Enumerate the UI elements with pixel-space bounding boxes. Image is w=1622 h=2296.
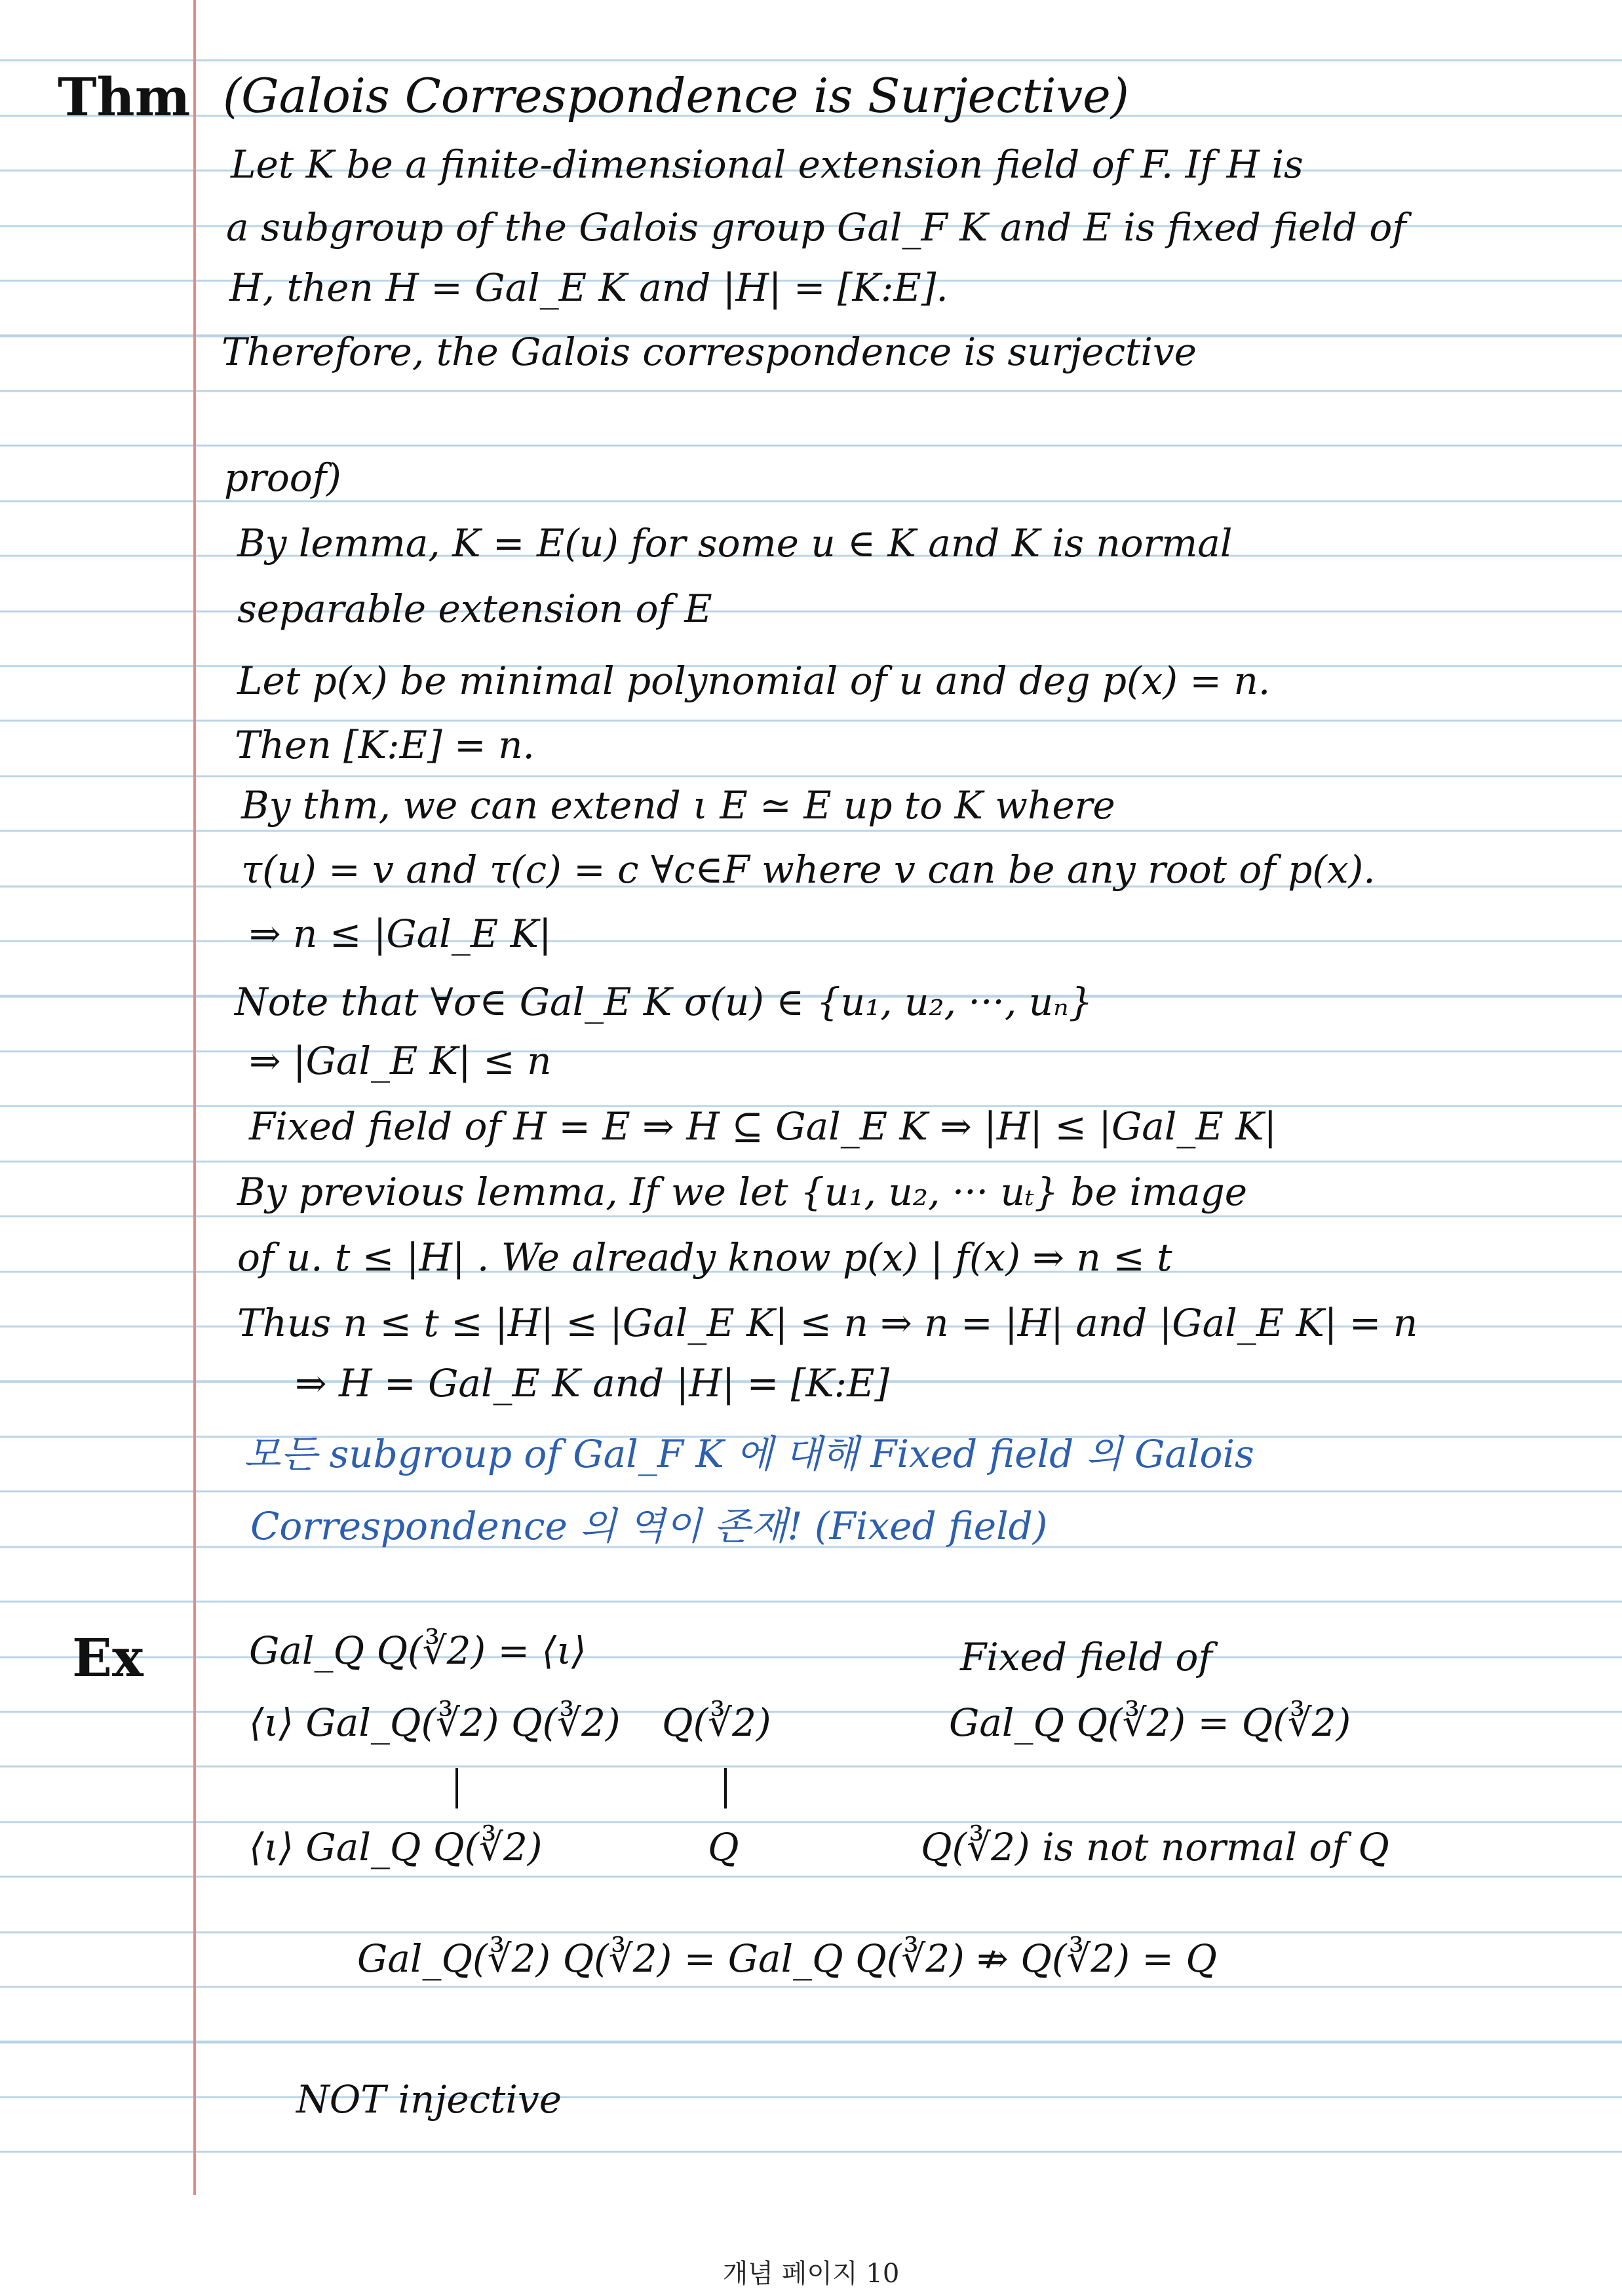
theorem-title: (Galois Correspondence is Surjective): [223, 68, 1129, 123]
proof-line: of u. t ≤ |H| . We already know p(x) | f(x) ⇒ n ≤ t: [237, 1235, 1172, 1280]
example-item: Q: [708, 1825, 739, 1869]
example-item: ⟨ι⟩ Gal_Q Q(∛2): [249, 1825, 543, 1869]
proof-line: Thus n ≤ t ≤ |H| ≤ |Gal_E K| ≤ n ⇒ n = |H| and |Gal_E K| = n: [237, 1301, 1418, 1345]
proof-line: τ(u) = v and τ(c) = c ∀c∈F where v can be any root of p(x).: [241, 847, 1376, 892]
lattice-edge: [724, 1768, 727, 1808]
example-item: NOT injective: [296, 2077, 562, 2122]
proof-line: Fixed field of H = E ⇒ H ⊆ Gal_E K ⇒ |H| ≤ |Gal_E K|: [249, 1104, 1277, 1149]
example-item: Gal_Q Q(∛2) = Q(∛2): [949, 1700, 1351, 1745]
theorem-line: Therefore, the Galois correspondence is surjective: [222, 330, 1197, 374]
note-line: Correspondence 의 역이 존재! (Fixed field): [250, 1504, 1048, 1548]
example-label: Ex: [72, 1627, 144, 1689]
lattice-edge: [455, 1768, 458, 1808]
example-item: ⟨ι⟩ Gal_Q(∛2) Q(∛2): [249, 1700, 621, 1745]
proof-line: Let p(x) be minimal polynomial of u and deg p(x) = n.: [237, 659, 1271, 703]
proof-line: ⇒ |Gal_E K| ≤ n: [249, 1039, 552, 1083]
proof-line: Then [K:E] = n.: [235, 723, 535, 767]
example-item: Fixed field of: [960, 1635, 1212, 1679]
example-item: Q(∛2): [662, 1700, 771, 1745]
theorem-line: a subgroup of the Galois group Gal_F K and E is fixed field of: [226, 205, 1406, 250]
theorem-label: Thm: [58, 66, 191, 128]
proof-line: ⇒ n ≤ |Gal_E K|: [249, 911, 552, 956]
example-item: Gal_Q Q(∛2) = ⟨ι⟩: [249, 1628, 587, 1673]
example-item: Q(∛2) is not normal of Q: [921, 1825, 1389, 1869]
proof-line: ⇒ H = Gal_E K and |H| = [K:E]: [295, 1361, 890, 1406]
proof-line: By lemma, K = E(u) for some u ∈ K and K is normal: [237, 521, 1233, 565]
proof-line: Note that ∀σ∈ Gal_E K σ(u) ∈ {u₁, u₂, ···, uₙ}: [235, 980, 1093, 1024]
proof-line: separable extension of E: [237, 586, 712, 631]
proof-line: By previous lemma, If we let {u₁, u₂, ··· uₜ} be image: [237, 1170, 1248, 1214]
note-line: 모든 subgroup of Gal_F K 에 대해 Fixed field 의 Galois: [244, 1432, 1254, 1476]
proof-label: proof): [224, 455, 341, 500]
margin-line: [193, 0, 196, 2195]
page-footer: 개념 페이지 10: [722, 2259, 900, 2289]
example-item: Gal_Q(∛2) Q(∛2) = Gal_Q Q(∛2) ⇏ Q(∛2) = Q: [357, 1936, 1217, 1981]
theorem-line: H, then H = Gal_E K and |H| = [K:E].: [229, 265, 948, 310]
theorem-line: Let K be a finite-dimensional extension field of F. If H is: [231, 142, 1303, 187]
proof-line: By thm, we can extend ι E ≃ E up to K where: [241, 783, 1115, 828]
